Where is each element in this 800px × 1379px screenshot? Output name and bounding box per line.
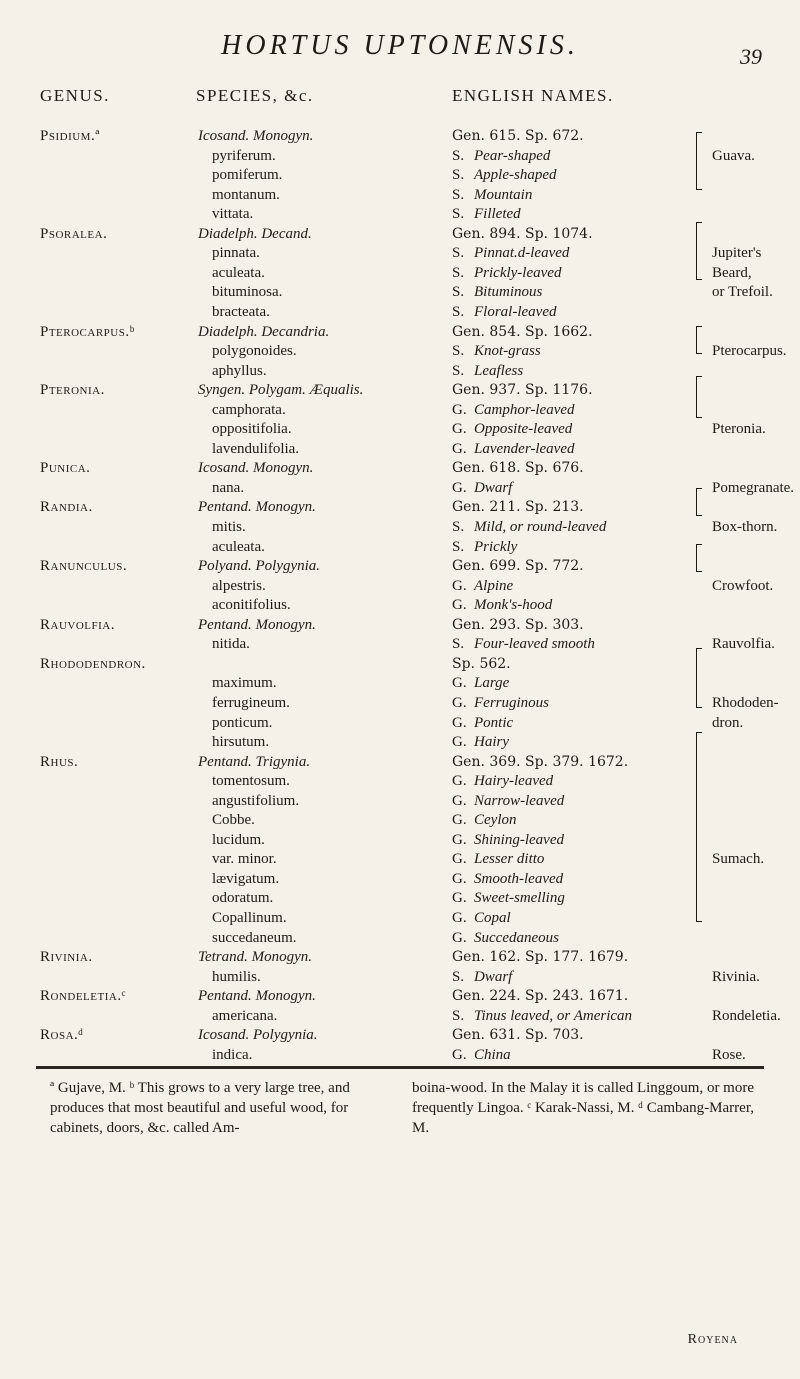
species-name: Cobbe. — [212, 812, 255, 828]
situation-code: G. — [452, 402, 467, 418]
species-name: Tetrand. Monogyn. — [198, 949, 313, 965]
situation-code: G. — [452, 675, 467, 691]
common-name: Rhododen- — [712, 695, 779, 711]
english-name: Hairy-leaved — [474, 773, 554, 789]
species-name: odoratum. — [212, 890, 274, 906]
species-name: mitis. — [212, 519, 246, 535]
english-name: Mild, or round-leaved — [474, 519, 607, 535]
common-name: Pterocarpus. — [712, 343, 787, 359]
brace-rhododendron — [696, 648, 702, 708]
english-name: Pear-shaped — [474, 148, 551, 164]
english-name: Camphor-leaved — [474, 402, 575, 418]
situation-code: S. — [452, 539, 465, 555]
footnotes-left: ª Gujave, M. ᵇ This grows to a very large tree, and produces that most beautiful and useful wood, for cabinets, doors, &c. called Am- — [50, 1080, 350, 1136]
brace-jupiters-beard — [696, 222, 702, 280]
species-name: Pentand. Monogyn. — [198, 988, 316, 1004]
genus-reference: Gen. 631. Sp. 703. — [452, 1027, 584, 1043]
situation-code: G. — [452, 812, 467, 828]
situation-code: S. — [452, 206, 465, 222]
species-name: aculeata. — [212, 265, 265, 281]
species-name: camphorata. — [212, 402, 286, 418]
species-name: nana. — [212, 480, 245, 496]
genus-reference: Gen. 224. Sp. 243. 1671. — [452, 988, 629, 1004]
common-name: Jupiter's — [712, 245, 762, 261]
situation-code: S. — [452, 245, 465, 261]
english-name: Alpine — [474, 578, 514, 594]
common-name: Guava. — [712, 148, 755, 164]
genus-reference: Gen. 894. Sp. 1074. — [452, 226, 593, 242]
situation-code: S. — [452, 187, 465, 203]
english-name: Knot-grass — [474, 343, 541, 359]
species-name: maximum. — [212, 675, 277, 691]
brace-guava — [696, 132, 702, 190]
english-name: Pinnat.d-leaved — [474, 245, 570, 261]
english-name: Narrow-leaved — [474, 793, 565, 809]
common-name: dron. — [712, 715, 744, 731]
situation-code: G. — [452, 695, 467, 711]
common-name: Rondeletia. — [712, 1008, 781, 1024]
species-name: Syngen. Polygam. Æqualis. — [198, 382, 364, 398]
species-name: Diadelph. Decand. — [198, 226, 312, 242]
situation-code: G. — [452, 793, 467, 809]
english-name: Lesser ditto — [474, 851, 545, 867]
common-name: Crowfoot. — [712, 578, 774, 594]
brace-pteronia — [696, 376, 702, 418]
species-name: Polyand. Polygynia. — [198, 558, 321, 574]
situation-code: G. — [452, 441, 467, 457]
species-name: Icosand. Polygynia. — [198, 1027, 318, 1043]
species-name: aconitifolius. — [212, 597, 291, 613]
common-name: Rauvolfia. — [712, 636, 775, 652]
species-name: Copallinum. — [212, 910, 287, 926]
situation-code: S. — [452, 284, 465, 300]
situation-code: G. — [452, 480, 467, 496]
species-name: montanum. — [212, 187, 280, 203]
genus-name: Pterocarpus.ᵇ — [40, 324, 135, 340]
catchword: Royena — [687, 1332, 738, 1347]
common-name: Pteronia. — [712, 421, 766, 437]
situation-code: S. — [452, 304, 465, 320]
situation-code: G. — [452, 910, 467, 926]
species-name: ponticum. — [212, 715, 273, 731]
situation-code: S. — [452, 167, 465, 183]
english-name: Hairy — [474, 734, 509, 750]
english-name: Succedaneous — [474, 930, 559, 946]
situation-code: G. — [452, 773, 467, 789]
situation-code: G. — [452, 930, 467, 946]
genus-reference: Gen. 618. Sp. 676. — [452, 460, 584, 476]
situation-code: S. — [452, 636, 465, 652]
species-name: Pentand. Monogyn. — [198, 617, 316, 633]
brace-pterocarpus — [696, 326, 702, 354]
species-name: succedaneum. — [212, 930, 297, 946]
situation-code: G. — [452, 1047, 467, 1063]
genus-name: Rivinia. — [40, 949, 93, 965]
column-header-english: ENGLISH NAMES. — [452, 86, 614, 105]
genus-name: Rondeletia.ᶜ — [40, 988, 126, 1004]
common-name: Box-thorn. — [712, 519, 778, 535]
english-name: China — [474, 1047, 511, 1063]
situation-code: S. — [452, 343, 465, 359]
common-name: Rose. — [712, 1047, 746, 1063]
english-name: Opposite-leaved — [474, 421, 573, 437]
situation-code: G. — [452, 715, 467, 731]
species-name: polygonoides. — [212, 343, 297, 359]
genus-reference: Gen. 854. Sp. 1662. — [452, 324, 593, 340]
species-name: humilis. — [212, 969, 261, 985]
genus-reference: Gen. 937. Sp. 1176. — [452, 382, 593, 398]
species-name: Icosand. Monogyn. — [198, 128, 314, 144]
english-name: Filleted — [474, 206, 521, 222]
species-name: aphyllus. — [212, 363, 267, 379]
brace-crowfoot — [696, 544, 702, 572]
species-name: bracteata. — [212, 304, 270, 320]
brace-sumach — [696, 732, 702, 922]
species-name: alpestris. — [212, 578, 266, 594]
running-head: HORTUS UPTONENSIS. — [221, 30, 579, 61]
english-name: Lavender-leaved — [474, 441, 575, 457]
english-name: Smooth-leaved — [474, 871, 564, 887]
brace-box-thorn — [696, 488, 702, 516]
species-name: lucidum. — [212, 832, 265, 848]
english-name: Copal — [474, 910, 511, 926]
genus-reference: Gen. 211. Sp. 213. — [452, 499, 584, 515]
genus-name: Psidium.ª — [40, 128, 100, 144]
situation-code: S. — [452, 265, 465, 281]
common-name: Pomegranate. — [712, 480, 795, 496]
situation-code: S. — [452, 519, 465, 535]
genus-name: Rauvolfia. — [40, 617, 115, 633]
column-header-genus: GENUS. — [40, 86, 110, 105]
english-name: Prickly-leaved — [474, 265, 562, 281]
species-name: lavendulifolia. — [212, 441, 300, 457]
genus-reference: Gen. 293. Sp. 303. — [452, 617, 584, 633]
species-name: pomiferum. — [212, 167, 283, 183]
genus-name: Rosa.ᵈ — [40, 1027, 84, 1043]
species-name: americana. — [212, 1008, 278, 1024]
species-name: tomentosum. — [212, 773, 290, 789]
english-name: Ferruginous — [474, 695, 549, 711]
common-name: or Trefoil. — [712, 284, 773, 300]
english-name: Shining-leaved — [474, 832, 564, 848]
english-name: Bituminous — [474, 284, 543, 300]
species-name: Pentand. Monogyn. — [198, 499, 316, 515]
situation-code: G. — [452, 890, 467, 906]
genus-name: Pteronia. — [40, 382, 105, 398]
species-name: nitida. — [212, 636, 250, 652]
situation-code: G. — [452, 871, 467, 887]
english-name: Leafless — [474, 363, 524, 379]
species-name: vittata. — [212, 206, 254, 222]
situation-code: S. — [452, 969, 465, 985]
english-name: Dwarf — [474, 480, 513, 496]
common-name: Beard, — [712, 265, 752, 281]
species-name: ferrugineum. — [212, 695, 290, 711]
genus-name: Rhododendron. — [40, 656, 146, 672]
species-name: hirsutum. — [212, 734, 270, 750]
genus-reference: Gen. 615. Sp. 672. — [452, 128, 584, 144]
genus-reference: Gen. 369. Sp. 379. 1672. — [452, 754, 629, 770]
situation-code: G. — [452, 597, 467, 613]
genus-reference: Sp. 562. — [452, 656, 511, 672]
species-name: Pentand. Trigynia. — [198, 754, 311, 770]
species-name: indica. — [212, 1047, 253, 1063]
genus-name: Rhus. — [40, 754, 79, 770]
situation-code: G. — [452, 734, 467, 750]
situation-code: S. — [452, 363, 465, 379]
page-number: 39 — [740, 44, 762, 69]
footnote-rule — [36, 1066, 764, 1069]
english-name: Dwarf — [474, 969, 513, 985]
footnotes-right: boina-wood. In the Malay it is called Linggoum, or more frequently Lingoa. ᶜ Karak-Nassi, M. ᵈ Cambang-Marrer, M. — [412, 1080, 755, 1136]
situation-code: G. — [452, 421, 467, 437]
genus-reference: Gen. 162. Sp. 177. 1679. — [452, 949, 629, 965]
genus-name: Ranunculus. — [40, 558, 128, 574]
english-name: Sweet-smelling — [474, 890, 565, 906]
column-header-species: SPECIES, &c. — [196, 86, 314, 105]
common-name: Rivinia. — [712, 969, 760, 985]
english-name: Ceylon — [474, 812, 517, 828]
genus-name: Psoralea. — [40, 226, 108, 242]
english-name: Tinus leaved, or American — [474, 1008, 633, 1024]
situation-code: G. — [452, 578, 467, 594]
genus-name: Punica. — [40, 460, 91, 476]
species-name: pinnata. — [212, 245, 260, 261]
species-name: angustifolium. — [212, 793, 300, 809]
species-name: Icosand. Monogyn. — [198, 460, 314, 476]
genus-reference: Gen. 699. Sp. 772. — [452, 558, 584, 574]
english-name: Large — [474, 675, 510, 691]
species-name: oppositifolia. — [212, 421, 292, 437]
english-name: Mountain — [474, 187, 533, 203]
species-name: aculeata. — [212, 539, 265, 555]
common-name: Sumach. — [712, 851, 765, 867]
situation-code: S. — [452, 148, 465, 164]
english-name: Monk's-hood — [474, 597, 553, 613]
english-name: Floral-leaved — [474, 304, 557, 320]
english-name: Apple-shaped — [474, 167, 557, 183]
species-name: Diadelph. Decandria. — [198, 324, 330, 340]
species-name: pyriferum. — [212, 148, 276, 164]
species-name: var. minor. — [212, 851, 277, 867]
genus-name: Randia. — [40, 499, 93, 515]
situation-code: S. — [452, 1008, 465, 1024]
english-name: Four-leaved smooth — [474, 636, 595, 652]
species-name: bituminosa. — [212, 284, 283, 300]
species-name: lævigatum. — [212, 871, 280, 887]
situation-code: G. — [452, 851, 467, 867]
english-name: Prickly — [474, 539, 518, 555]
situation-code: G. — [452, 832, 467, 848]
english-name: Pontic — [474, 715, 514, 731]
